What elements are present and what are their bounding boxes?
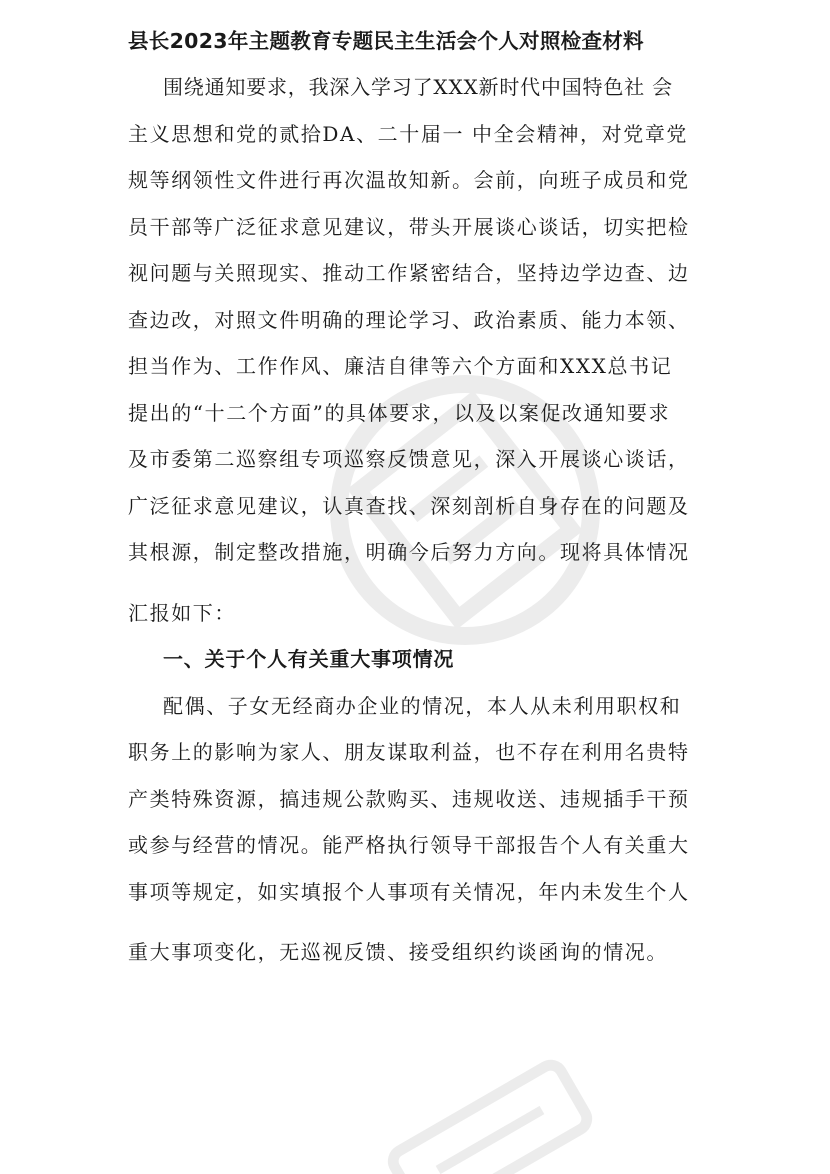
paragraph-line: 查边改，对照文件明确的理论学习、政治素质、能力本领、: [128, 307, 690, 332]
paragraph-line: 配偶、子女无经商办企业的情况，本人从未利用职权和: [163, 693, 682, 718]
watermark-logo-bottom: [347, 1023, 632, 1174]
paragraph-line: 担当作为、工作作风、廉洁自律等六个方面和XXX总书记: [128, 354, 673, 378]
paragraph-line: 广泛征求意见建议，认真查找、深刻剖析自身存在的问题及: [128, 493, 690, 518]
document-title: 县长2023年主题教育专题民主生活会个人对照检查材料: [128, 29, 644, 53]
paragraph-line: 主义思想和党的贰拾DA、二十届一 中全会精神，对党章党: [128, 121, 689, 146]
paragraph-line: 其根源，制定整改措施，明确今后努力方向。现将具体情况: [128, 540, 690, 564]
paragraph-line: 视问题与关照现实、推动工作紧密结合，坚持边学边查、边: [128, 261, 690, 285]
paragraph-line: 提出的“十二个方面”的具体要求，以及以案促改通知要求: [128, 400, 671, 425]
paragraph-line: 围绕通知要求，我深入学习了XXX新时代中国特色社 会: [163, 75, 673, 99]
paragraph-line: 事项等规定，如实填报个人事项有关情况，年内未发生个人: [128, 879, 690, 904]
paragraph-line: 重大事项变化，无巡视反馈、接受组织约谈函询的情况。: [128, 940, 668, 964]
section-heading: 一、关于个人有关重大事项情况: [163, 647, 455, 671]
paragraph-line: 产类特殊资源，搞违规公款购买、违规收送、违规插手干预: [128, 786, 690, 811]
paragraph-line: 规等纲领性文件进行再次温故知新。会前，向班子成员和党: [128, 168, 690, 192]
document-body: [128, 64, 718, 976]
paragraph-line: 职务上的影响为家人、朋友谋取利益，也不存在利用名贵特: [128, 740, 690, 764]
paragraph-line: 汇报如下：: [128, 600, 236, 625]
paragraph-line: 及市委第二巡察组专项巡察反馈意见，深入开展谈心谈话，: [128, 447, 690, 471]
paragraph-line: 员干部等广泛征求意见建议，带头开展谈心谈话，切实把检: [128, 214, 690, 239]
paragraph-line: 或参与经营的情况。能严格执行领导干部报告个人有关重大: [128, 833, 690, 857]
